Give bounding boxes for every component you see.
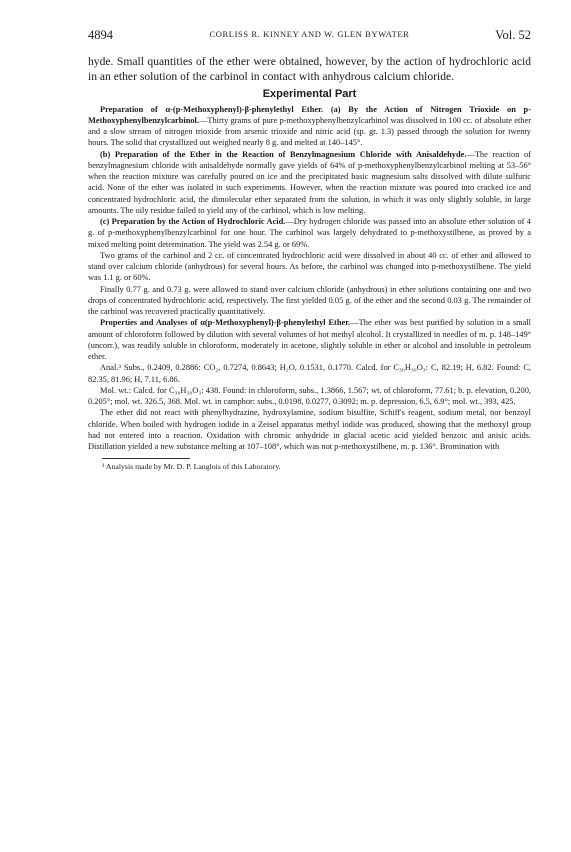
paragraph-text: —The ether was best purified by solution in a small amount of chloroform followed by dilution with several volumes of hot methyl alcohol. It crystallized in needles of m. p. 148–149° (uncorr.), was readily soluble in chloroform, moderately in acetone, slightly soluble in ether or alcohol and insoluble in petroleum ether. — [88, 318, 531, 362]
paragraph-properties — [88, 317, 531, 362]
page-body — [88, 54, 531, 472]
paragraph-heading: (c) Preparation by the Action of Hydrochloric Acid. — [100, 217, 286, 227]
running-authors: CORLISS R. KINNEY AND W. GLEN BYWATER — [209, 29, 410, 39]
paragraph-prep-c — [88, 216, 531, 250]
paragraph-prep-b — [88, 149, 531, 217]
paragraph-text: Anal.³ Subs., 0.2409, 0.2886: CO₂, 0.7274, 0.8643; H₂O, 0.1531, 0.1770. Calcd. for C₃₀H₃₀O₃: C, 82.19; H, 6.82. Found: C, 82.35, 81.96; H, 7.11, 6.86. — [88, 363, 531, 384]
paragraph-finally — [88, 284, 531, 318]
section-title: Experimental Part — [262, 87, 357, 100]
paragraph-heading: Preparation of α-(p-Methoxyphenyl)-β-phenylethyl Ether. (a) By the Action of Nitrogen Trioxide on p-Methoxyphenylbenzylcarbinol. — [88, 104, 531, 125]
paragraph-mol-wt — [88, 385, 531, 408]
paragraph-reactions — [88, 407, 531, 452]
paragraph-heading: Properties and Analyses of α(p-Methoxyphenyl)-β-phenylethyl Ether. — [100, 318, 351, 328]
page-number: 4894 — [88, 28, 113, 42]
lead-paragraph: hyde. Small quantities of the ether were obtained, however, by the action of hydrochloric acid in an ether solution of the carbinol in contact with anhydrous calcium chloride. — [88, 55, 531, 84]
paragraph-text: Mol. wt.: Calcd. for C₃₀H₃₀O₃: 438. Found: in chloroform, subs., 1.3866, 1.567; wt. of chloroform, 77.61; b. p. elevation, 0.200, 0.205°; mol. wt. 326.5, 368. Mol. wt. in camphor: subs., 0.0198, 0.0277, 0.3092; m. p. depression, 6.5, 6.9°; mol. wt., 393, 425. — [88, 385, 531, 407]
running-header — [88, 28, 531, 44]
paragraph-text: —Dry hydrogen chloride was passed into an absolute ether solution of 4 g. of p-methoxyphenylbenzylcarbinol for one hour. The carbinol was largely dehydrated to p-methoxystilbene, as proved by a mixed melting point determination. The yield was 2.54 g. or 69%. — [88, 217, 531, 249]
paragraph-text: The ether did not react with phenylhydrazine, hydroxylamine, sodium bisulfite, Schiff's reagent, sodium metal, nor benzoyl chloride. When boiled with hydrogen iodide in a Zeisel apparatus methyl iodide was produced, showing that the methoxyl group had not entered into a reaction. Oxidation with chromic anhydride in glacial acetic acid yielded benzoic and anisic acids. Distillation yielded a new substance melting at 107–108°, which was not p-methoxystilbene, m. p. 136°. Bromination with — [88, 408, 531, 452]
footnote: ³ Analysis made by Mr. D. P. Langlois of this Laboratory. — [102, 462, 281, 472]
paragraph-text: Two grams of the carbinol and 2 cc. of concentrated hydrochloric acid were dissolved in about 40 cc. of ether and allowed to stand over calcium chloride (anhydrous) for several hours. As before, the carbinol was changed into p-methoxystilbene. The yield was 1.1 g. or 60%. — [88, 250, 531, 283]
paragraph-analysis — [88, 362, 531, 385]
paragraph-text: —The reaction of benzylmagnesium chloride with anisaldehyde normally gave yields of 64% of p-methoxyphenylbenzylcarbinol melting at 53–56° when the reaction mixture was carefully poured on ice and the precipitated basic magnesium salts dissolved with dilute sulfuric acid. None of the ether was isolated in such experiments. However, when the reaction mixture was poured into cracked ice and concentrated hydrochloric acid, the dimolecular ether separated from the solution, in which it was only slightly soluble, in large amounts. The oily residue failed to yield any of the carbinol, which is low melting. — [88, 149, 531, 215]
volume-label: Vol. 52 — [495, 28, 531, 42]
paragraph-heading: (b) Preparation of the Ether in the Reaction of Benzylmagnesium Chloride with Anisaldehyde. — [100, 149, 467, 159]
footnote-divider — [102, 458, 190, 459]
paragraph-text: —Thirty grams of pure p-methoxyphenylbenzylcarbinol was dissolved in 100 cc. of absolute ether and a slow stream of nitrogen trioxide from arsenic trioxide and nitric acid (sp. gr. 1.3) passed through the solution for twenty hours. The solid that crystallized out weighed nearly 8 g. and melted at 140–145°. — [88, 115, 531, 148]
paragraph-prep-a — [88, 104, 531, 149]
paragraph-text: Finally 0.77 g. and 0.73 g. were allowed to stand over calcium chloride (anhydrous) in ether solutions containing one and two drops of concentrated hydrochloric acid, respectively. The first yielded 0.05 g. of the ether and the second 0.03 g. The remainder of the carbinol was recovered practically quantitatively. — [88, 284, 531, 317]
paragraph-two-grams — [88, 250, 531, 284]
